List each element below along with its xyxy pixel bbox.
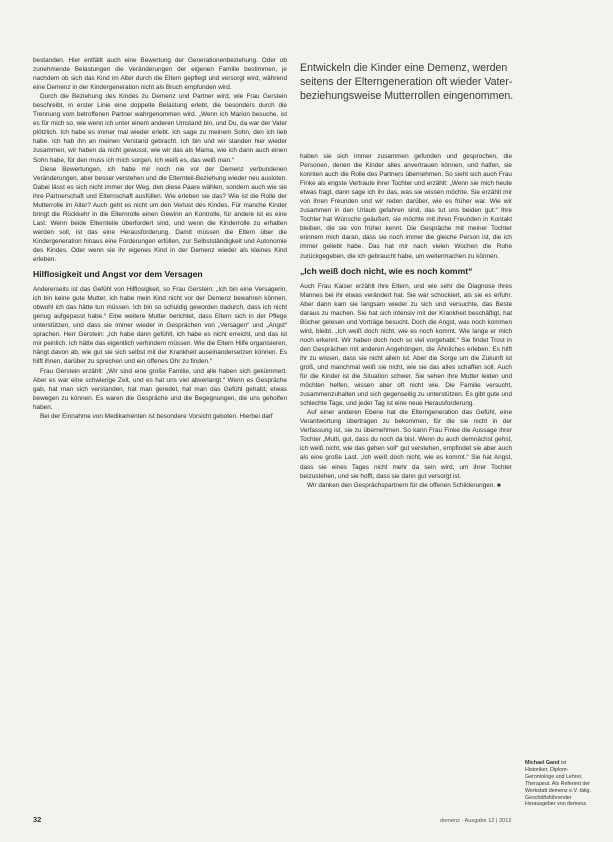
- end-mark: ■: [496, 482, 501, 489]
- paragraph: haben sie sich immer zusammen gefunden und gesprochen, die Personen, denen die Kinder alles anvertrauen können, und halfen, sie konnten auch die Rolle des Partners übernehmen. So sieht sich auch Frau Finke als engste Vertraute ihrer Tochter und erzählt: „Wenn sie mich heute etwas fragt, dann sage ich ihr das, was sie wissen möchte. Sie erzählt mir von ihren Freunden und wir reden darüber, wie es früher war. Wie wir zusammen in den Urlaub gefahren sind, das tut uns beiden gut.“ Ihre Tochter hat Wünsche geäußert, sie möchte mit ihren Freunden in Kontakt bleiben, die sie von früher kennt. Die Gespräche mit meiner Tochter erinnern mich daran, dass sie noch immer die gleiche Person ist, die ich immer geliebt habe. Das hat mir nach vielen Wochen die Ruhe zurückgegeben, die ich gebraucht habe, um weitermachen zu können.: [300, 153, 512, 260]
- paragraph: Diese Bewertungen, ich habe mir noch nie vor der Demenz verbundenen Veränderungen, aber besser verstehen und die Elternteil-Beziehung wieder neu ausloten. Dabei lässt es sich nicht immer der Weg, den diese Paare wählen, sondern auch wie sie ihre Partnerschaft und Elternschaft ausfüllen. Wie erleben sie das? Wie ist die Rolle der Mutterrolle im Alter? Auch geht es nicht um den Verlust des Kindes. Für manche Kinder bringt die Rückkehr in die Elternrolle einen Gewinn an Kontrolle, für andere ist es eine Last. Wenn beide Elternteile überfordert sind, und wenn die Kinderrolle zu erhalten werden soll, ist das eine Herausforderung. Damit müssen die Eltern über die Kindergeneration hinaus eine Forderungen erfüllen, zur Selbstständigkeit und Autonomie des Kindes. Oder wenn sie ihr eigenes Kind in der Demenz wieder als kleines Kind erleben.: [33, 165, 287, 264]
- author-name: Michael Gand: [525, 760, 560, 766]
- left-text-column: [33, 56, 287, 421]
- author-bio: ist Historiker, Diplom-Gerontologe und Lehrer, Therapeut. Als Referent der Werkstatt demenz e.V. tätig. Geschäftsführender Herausgeber von demenz.: [525, 760, 591, 808]
- journal-footer: demenz · Ausgabe 12 | 2012: [440, 818, 512, 824]
- paragraph: Auch Frau Kaiser erzählt ihre Eltern, und wie sehr die Diagnose ihres Mannes bei ihr etwas verändert hat. Sie war schockiert, als sie es erfuhr. Aber dann kam sie langsam wieder zu sich und versuchte, das Beste daraus zu machen. Sie hat sich intensiv mit der Krankheit beschäftigt, hat Bücher gelesen und Vorträge besucht. Doch die Angst, was noch kommen wird, bleibt. „Ich weiß doch nicht, wie es noch kommt. Wie lange er mich noch erkennt. Wir haben doch noch so viel vorgehabt.“ Sie findet Trost in den Gesprächen mit anderen Angehörigen, die Ähnliches erleben. Es hilft ihr zu wissen, dass sie nicht allein ist. Aber die Sorge um die Zukunft ist groß, und manchmal weiß sie nicht, wie sie das alles schaffen soll. Auch für die Kinder ist die Situation schwer. Sie sehen ihre Mutter leiden und möchten helfen, wissen aber oft nicht wie. Die Familie versucht, zusammenzuhalten und sich gegenseitig zu unterstützen. Es gibt gute und schlechte Tage, und jeder Tag ist eine neue Herausforderung.: [300, 282, 512, 408]
- paragraph: Andererseits ist das Gefühl von Hilflosigkeit, so Frau Gerstein: „Ich bin eine Versagerin, ich bin keine gute Mutter, ich habe mein Kind nicht vor der Demenz bewahren können, obwohl ich das hätte tun müssen. Ich bin so schuldig geworden dadurch, dass ich nicht genug aufgepasst habe.“ Eine weitere Mutter berichtet, dass Eltern sich in der Pflege unterstützen, und dass sie immer wieder in Gesprächen von „Versagen“ und „Angst“ sprachen. Herr Gerstein: „Ich habe dann gefühlt, ich habe es nicht erreicht, und das ist mir peinlich. Ich hätte das eigentlich verhindern müssen. Wie die Eltern Hilfe organisieren, hängt davon ab, wie gut sie sich selbst mit der Krankheit auseinandersetzen können. Es hilft ihnen, darüber zu sprechen und ein offenes Ohr zu finden.“: [33, 286, 287, 366]
- paragraph: [300, 481, 512, 491]
- author-caption: [525, 760, 591, 808]
- paragraph: Bei der Einnahme von Medikamenten ist besondere Vorsicht geboten. Hierbei darf: [40, 412, 273, 420]
- section-heading: Hilflosigkeit und Angst vor dem Versagen: [33, 269, 203, 280]
- page-number: 32: [33, 815, 42, 824]
- closing-sentence: Wir danken den Gesprächspartnern für die offenen Schilderungen.: [307, 481, 496, 489]
- middle-text-column: [300, 152, 512, 491]
- paragraph: Durch die Beziehung des Kindes zu Demenz und Partner wird, wie Frau Gerstein beschreibt, in erster Linie eine doppelte Belastung erlebt, die besonders durch die Trennung vom betroffenen Partner wahrgenommen wird. „Wenn ich Marion besuche, ist es für mich so, wie wenn ich unter einem anderen Umstand bin, und Du, da war der Vater plötzlich. Ich habe es immer mal wieder erlebt. Ich sage zu meinem Sohn, den ich lieb habe. Ich hab ihn an meinen Verstand gebracht. Ich bin und wir standen hier wieder zusammen, wir haben da nicht gewusst, wie wir das als Mama, wie ich dann auch einen Sohn habe, für den muss ich mich sorgen. Ich weiß es, das weiß man.“: [33, 93, 287, 164]
- pull-quote: Entwickeln die Kinder eine Demenz, werden seitens der Elterngeneration oft wieder Vater- beziehungsweise Mutterrollen eingenommen.: [300, 62, 514, 103]
- section-heading: „Ich weiß doch nicht, wie es noch kommt“: [300, 265, 473, 276]
- paragraph: Frau Gerstein erzählt: „Wir sind eine große Familie, und alle haben sich gekümmert. Aber es war eine schwierige Zeit, und es hat uns viel abverlangt.“ Wenn es Gespräche gab, hat man sich verstanden, hat man geredet, hat man das Gefühl gehabt, etwas bewegen zu können. Es waren die Gespräche und die Begegnungen, die uns geholfen haben.: [33, 367, 287, 411]
- paragraph: Auf einer anderen Ebene hat die Elterngeneration das Gefühl, eine Verantwortung übertragen zu bekommen, für die sie nicht in der Verfassung ist, sie zu übernehmen. So kann Frau Finke die Aussage ihrer Tochter „Mutti, gut, dass du noch da bist. Wenn du auch demnächst gehst, ich weiß nicht, wie das gehen soll“ gut verstehen, empfindet sie aber auch als eine große Last. „Ich weiß doch nicht, wie es kommt.“ Sie hat Angst, dass sie eines Tages nicht mehr da sein wird, um ihrer Tochter beizustehen, und sie hofft, dass sie dann gut versorgt ist.: [300, 409, 512, 480]
- paragraph: bestanden. Hier entfällt auch eine Bewertung der Generationenbeziehung. Oder ob zunehmende Belastungen die Veränderungen der eigenen Familie bestimmen, je nachdem ob sich das Kind im Alter durch die Eltern gepflegt und versorgt wird, während eine Demenz in der Kindergeneration nicht als Bruch empfunden wird.: [33, 57, 287, 92]
